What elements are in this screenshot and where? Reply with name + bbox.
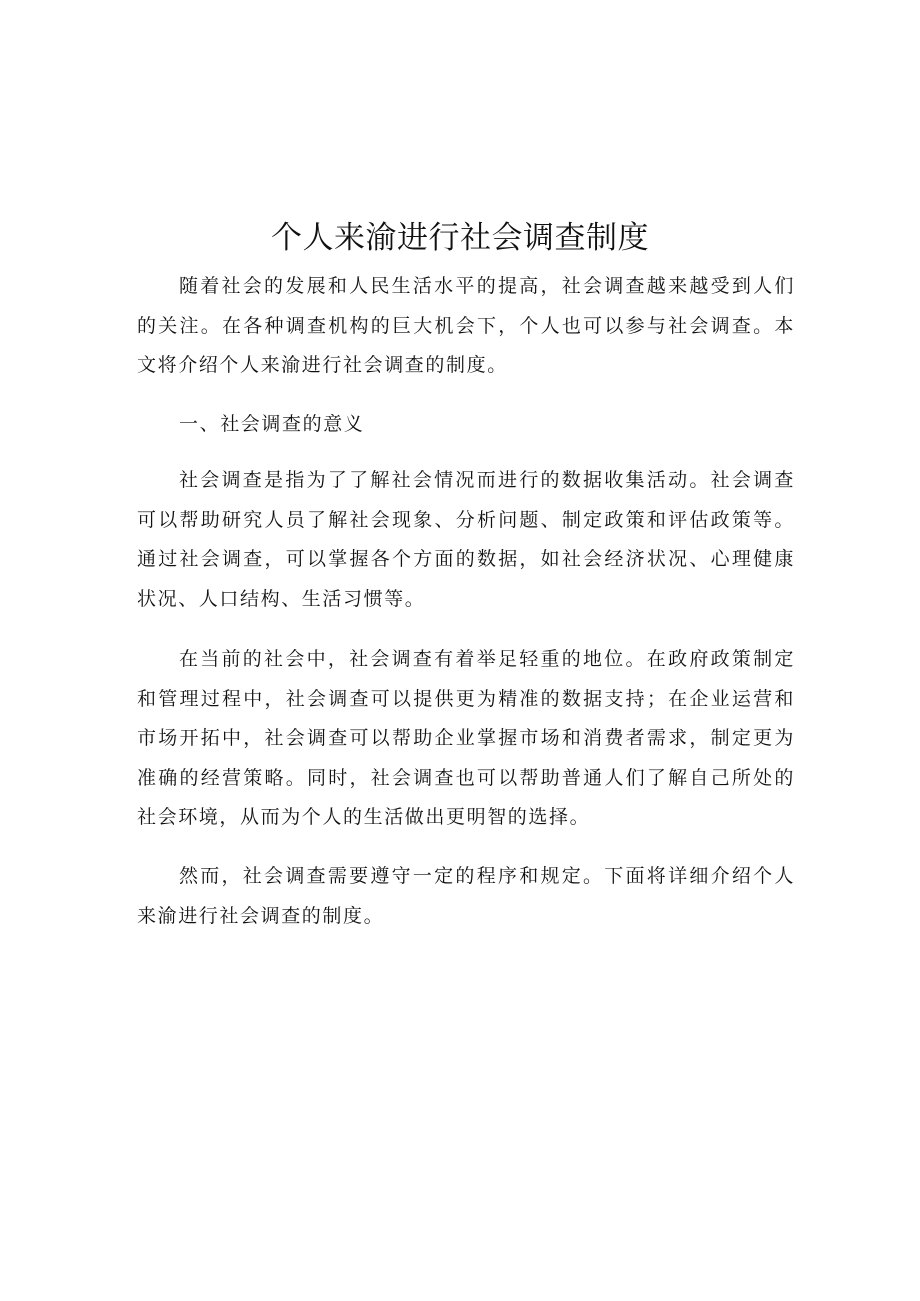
section-heading: 一、社会调查的意义 xyxy=(179,413,365,435)
document-title: 个人来渝进行社会调查制度 xyxy=(271,220,649,256)
definition-paragraph: 社会调查是指为了了解社会情况而进行的数据收集活动。社会调查可以帮助研究人员了解社会现象、分析问题、制定政策和评估政策等。通过社会调查，可以掌握各个方面的数据，如社会经济状况、心理健康状况、人口结构、生活习惯等。 xyxy=(137,469,795,610)
intro-paragraph: 随着社会的发展和人民生活水平的提高，社会调查越来越受到人们的关注。在各种调查机构的巨大机会下，个人也可以参与社会调查。本文将介绍个人来渝进行社会调查的制度。 xyxy=(137,275,795,377)
transition-paragraph: 然而，社会调查需要遵守一定的程序和规定。下面将详细介绍个人来渝进行社会调查的制度。 xyxy=(137,865,795,927)
importance-paragraph: 在当前的社会中，社会调查有着举足轻重的地位。在政府政策制定和管理过程中，社会调查可以提供更为精准的数据支持；在企业运营和市场开拓中，社会调查可以帮助企业掌握市场和消费者需求，制定更为准确的经营策略。同时，社会调查也可以帮助普通人们了解自己所处的社会环境，从而为个人的生活做出更明智的选择。 xyxy=(137,648,795,829)
